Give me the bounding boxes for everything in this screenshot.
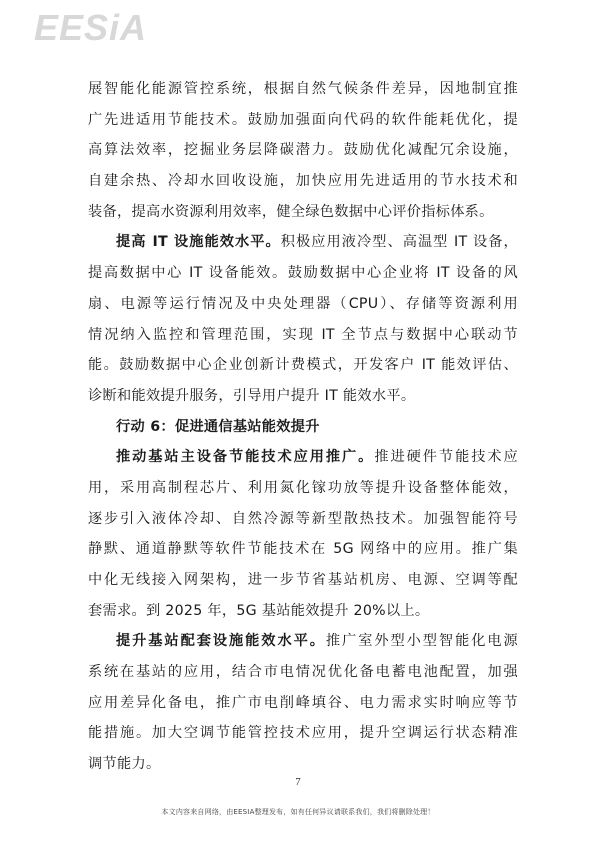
- paragraph-line: 提高数据中心 IT 设备能效。鼓励数据中心企业将 IT 设备的风: [88, 265, 518, 282]
- paragraph-line: 广先进适用节能技术。鼓励加强面向代码的软件能耗优化，提: [88, 111, 518, 128]
- paragraph-line: [88, 626, 518, 657]
- page-number: 7: [295, 776, 301, 788]
- bold-lead-phrase: 提升基站配套设施能效水平。: [116, 633, 326, 650]
- paragraph-line: 套需求。到 2025 年，5G 基站能效提升 20%以上。: [88, 602, 430, 619]
- paragraph-line: 诊断和能效提升服务，引导用户提升 IT 能效水平。: [88, 387, 416, 404]
- paragraph-line: 应用差异化备电，推广市电削峰填谷、电力需求实时响应等节: [88, 694, 518, 711]
- paragraph-text: 积极应用液冷型、高温型 IT 设备，: [280, 234, 518, 251]
- paragraph-line: 扇、电源等运行情况及中央处理器（CPU）、存储等资源利用: [88, 295, 518, 312]
- paragraph-line: 自建余热、冷却水回收设施，加快应用先进适用的节水技术和: [88, 173, 518, 190]
- paragraph-line: 逐步引入液体冷却、自然冷源等新型散热技术。加强智能符号: [88, 510, 518, 527]
- bold-lead-phrase: 推动基站主设备节能技术应用推广。: [116, 449, 375, 466]
- paragraph-line: [88, 442, 518, 473]
- paragraph-line: 高算法效率，挖掘业务层降碳潜力。鼓励优化减配冗余设施，: [88, 142, 518, 159]
- paragraph-text: 推进硬件节能技术应: [374, 449, 518, 466]
- paragraph-line: 调节能力。: [88, 756, 161, 773]
- paragraph-line: 用，采用高制程芯片、利用氮化镓功放等提升设备整体能效，: [88, 479, 518, 496]
- eesia-logo: EESiA: [34, 7, 148, 48]
- paragraph-line: 能措施。加大空调节能管控技术应用，提升空调运行状态精准: [88, 725, 518, 742]
- footer-notice: 本文内容来自网络，由EESIA整理发布，如有任何异议请联系我们，我们将删除处理！: [161, 808, 435, 816]
- paragraph-line: 装备，提高水资源利用效率，健全绿色数据中心评价指标体系。: [88, 203, 494, 220]
- paragraph-text: 推广室外型小型智能化电源: [325, 633, 518, 650]
- paragraph-line: 静默、通道静默等软件节能技术在 5G 网络中的应用。推广集: [88, 541, 518, 558]
- paragraph-line: 中化无线接入网架构，进一步节省基站机房、电源、空调等配: [88, 572, 518, 588]
- bold-lead-phrase: 提高 IT 设施能效水平。: [116, 234, 281, 251]
- paragraph-line: 情况纳入监控和管理范围，实现 IT 全节点与数据中心联动节: [88, 326, 518, 343]
- paragraph-line: 能。鼓励数据中心企业创新计费模式，开发客户 IT 能效评估、: [88, 357, 518, 374]
- paragraph-line: [88, 227, 518, 258]
- paragraph-line: 展智能化能源管控系统，根据自然气候条件差异，因地制宜推: [88, 81, 518, 97]
- section-heading: 行动 6：促进通信基站能效提升: [116, 418, 320, 435]
- document-body: [88, 74, 518, 780]
- paragraph-line: 系统在基站的应用，结合市电情况优化备电蓄电池配置，加强: [88, 664, 518, 681]
